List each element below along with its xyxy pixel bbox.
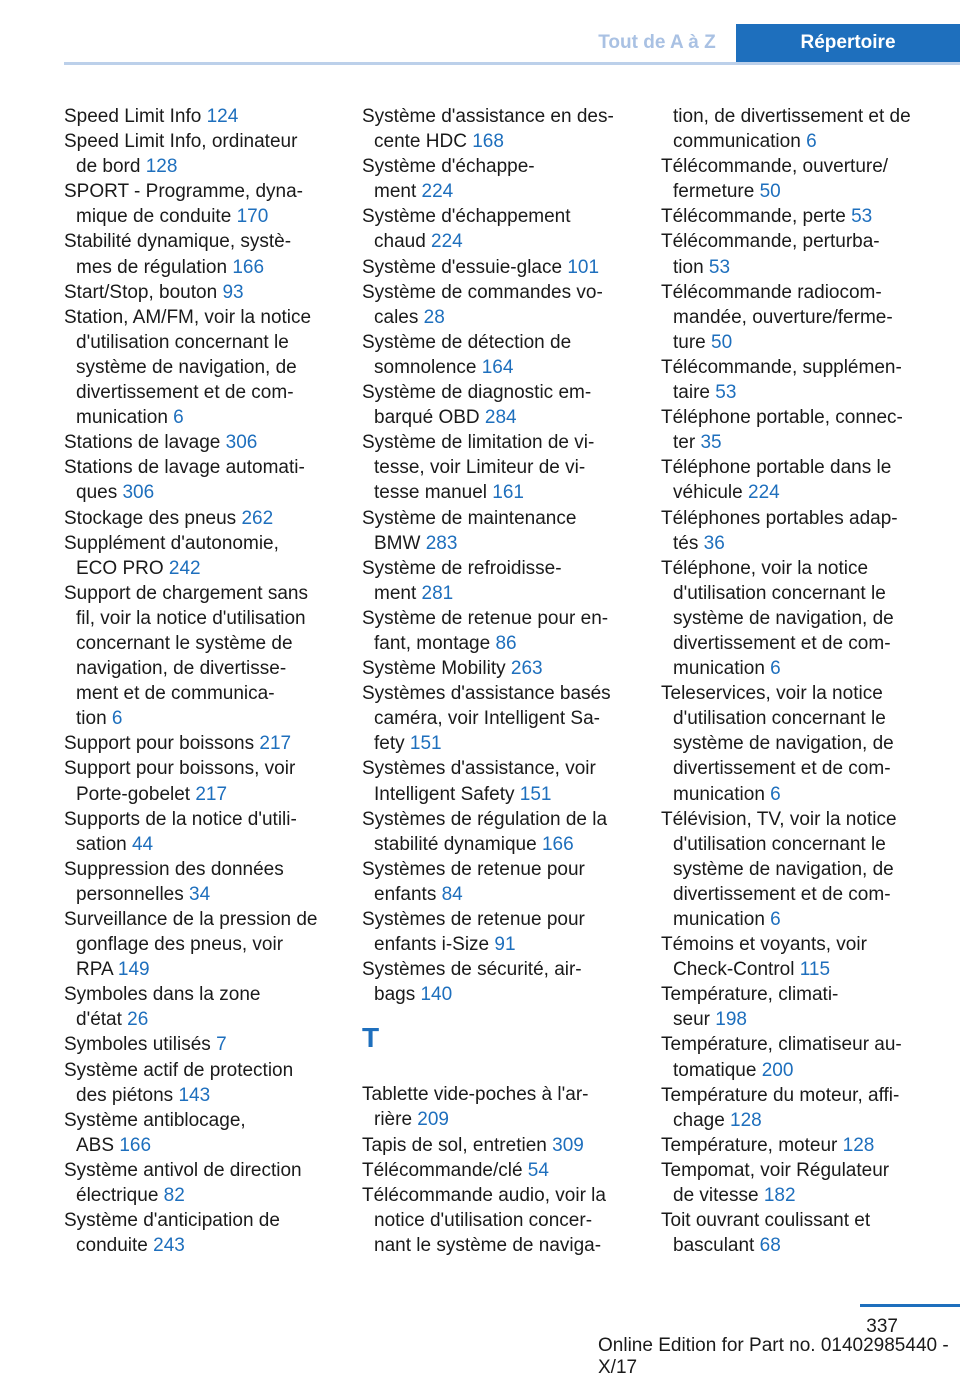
page-reference-link[interactable]: 6: [173, 407, 184, 429]
edition-note: Online Edition for Part no. 01402985440 - X/17: [598, 1335, 949, 1378]
index-entry: [64, 756, 336, 806]
index-entry-text: Supports de la notice d'utili- sation: [64, 808, 297, 855]
index-entry-text: Systèmes d'assistance, voir Intelligent Safety: [362, 758, 596, 805]
index-entry: [362, 556, 634, 606]
tab-repertoire[interactable]: Répertoire: [736, 24, 960, 62]
index-entry-text: Tablette vide-poches à l'ar- rière: [362, 1084, 589, 1131]
page-reference-link[interactable]: 224: [748, 482, 780, 504]
index-column-1: [64, 104, 336, 1258]
index-entry-text: Suppression des données personnelles: [64, 858, 284, 905]
index-entry-text: Télécommande audio, voir la notice d'utilisation concer- nant le système de naviga-: [362, 1184, 606, 1256]
page-number: 337: [866, 1316, 898, 1337]
page-reference-link[interactable]: 242: [168, 557, 201, 579]
page-reference-link[interactable]: 168: [472, 131, 504, 153]
index-entry: [64, 1058, 336, 1108]
index-entry: [661, 280, 951, 355]
index-entry: [64, 581, 336, 732]
index-entry-text: Supplément d'autonomie, ECO PRO: [64, 532, 279, 579]
index-entry-text: Système de diagnostic em- barqué OBD: [362, 382, 592, 429]
index-entry: [362, 430, 634, 505]
index-entry: [661, 1133, 951, 1158]
page-reference-link[interactable]: 7: [216, 1034, 227, 1056]
page-reference-link[interactable]: 217: [259, 733, 292, 755]
index-entry-text: Système de commandes vo- cales: [362, 281, 603, 328]
index-entry-text: Toit ouvrant coulissant et basculant: [661, 1210, 871, 1257]
index-entry-text: Télévision, TV, voir la notice d'utilisation concernant le système de navigation, de divertissement et de com- munication: [661, 808, 897, 930]
index-entry: [362, 380, 634, 430]
page-reference-link[interactable]: 161: [492, 482, 524, 504]
index-entry: [661, 355, 951, 405]
index-entry: [64, 731, 336, 756]
index-entry-text: Support pour boissons: [64, 733, 260, 755]
page-reference-link[interactable]: 209: [417, 1109, 449, 1131]
page-reference-link[interactable]: 91: [494, 934, 516, 956]
index-entry-text: Teleservices, voir la notice d'utilisation concernant le système de navigation, de divertissement et de com- munication: [661, 683, 894, 805]
page-reference-link[interactable]: 68: [759, 1235, 781, 1257]
footer-accent-line: [860, 1304, 960, 1307]
index-entry-text: Télécommande radiocom- mandée, ouverture/ferme- ture: [661, 281, 893, 353]
page-reference-link[interactable]: 151: [519, 783, 552, 805]
page-reference-link[interactable]: 86: [495, 632, 517, 654]
index-entry: [362, 606, 634, 656]
page-reference-link[interactable]: 170: [236, 206, 269, 228]
index-entry-text: Stations de lavage automati- ques: [64, 457, 305, 504]
index-entry: [64, 1208, 336, 1258]
page-reference-link[interactable]: 128: [730, 1109, 762, 1131]
index-entry: [362, 807, 634, 857]
page-reference-link[interactable]: 284: [484, 407, 517, 429]
index-entry: [64, 531, 336, 581]
page-reference-link[interactable]: 306: [225, 432, 258, 454]
page-reference-link[interactable]: 283: [425, 532, 458, 554]
index-entry: [64, 430, 336, 455]
index-entry-text: Température, climati- seur: [661, 984, 839, 1031]
index-entry-text: Symboles dans la zone d'état: [64, 984, 261, 1031]
index-entry: [362, 1082, 634, 1132]
index-entry-text: Système de refroidisse- ment: [362, 557, 562, 604]
index-entry: [661, 1158, 951, 1208]
index-entry-text: Stabilité dynamique, systè- mes de régulation: [64, 231, 292, 278]
index-entry: [64, 506, 336, 531]
index-entry-text: Système actif de protection des piétons: [64, 1059, 294, 1106]
page-reference-link[interactable]: 149: [117, 959, 150, 981]
index-entry-text: Système de maintenance BMW: [362, 507, 577, 554]
index-entry: [362, 1158, 634, 1183]
index-entry-text: Système antiblocage, ABS: [64, 1109, 246, 1156]
index-entry-text: Température, moteur: [661, 1134, 843, 1156]
page-reference-link[interactable]: 115: [799, 959, 831, 981]
index-entry-text: Système d'essuie-glace: [362, 256, 568, 278]
page-reference-link[interactable]: 54: [527, 1159, 549, 1181]
index-entry-text: Station, AM/FM, voir la notice d'utilisation concernant le système de navigation, de divertissement et de com- munication: [64, 306, 312, 429]
page-reference-link[interactable]: 84: [441, 883, 463, 905]
index-entry: [661, 807, 951, 932]
index-entry-text: Systèmes d'assistance basés caméra, voir Intelligent Sa- fety: [362, 683, 611, 755]
index-entry: [64, 129, 336, 179]
index-entry: [362, 255, 634, 280]
index-entry: [661, 104, 951, 154]
index-entry-text: Surveillance de la pression de gonflage des pneus, voir RPA: [64, 909, 318, 981]
page-reference-link[interactable]: 243: [153, 1235, 185, 1257]
index-entry-text: Système d'échappe- ment: [362, 156, 535, 203]
index-entry-text: Télécommande, ouverture/ fermeture: [661, 156, 889, 203]
page-reference-link[interactable]: 166: [541, 833, 574, 855]
tab-tout-de-a-a-z[interactable]: Tout de A à Z: [598, 32, 716, 53]
header-divider: [64, 62, 960, 65]
index-entry: [64, 857, 336, 907]
index-entry-text: tion, de divertissement et de communication: [673, 106, 911, 153]
index-entry: [64, 305, 336, 430]
index-entry-text: Téléphone portable, connec- ter: [661, 407, 903, 454]
index-entry: [661, 982, 951, 1032]
page-reference-link[interactable]: 151: [409, 733, 442, 755]
index-entry-text: Systèmes de sécurité, air- bags: [362, 959, 582, 1006]
index-entry-text: Symboles utilisés: [64, 1034, 217, 1056]
index-entry: [661, 1032, 951, 1082]
index-entry: [661, 932, 951, 982]
page-reference-link[interactable]: 50: [759, 181, 781, 203]
index-entry-text: Température du moteur, affi- chage: [661, 1084, 900, 1131]
index-entry-text: Système d'échappement chaud: [362, 206, 571, 253]
index-entry-text: Systèmes de retenue pour enfants i-Size: [362, 909, 585, 956]
page-reference-link[interactable]: 101: [567, 256, 600, 278]
index-entry-text: Tempomat, voir Régulateur de vitesse: [661, 1159, 890, 1207]
index-entry-text: Support de chargement sans fil, voir la notice d'utilisation concernant le système de navigation, de divertisse- ment et de communica- tion: [64, 582, 308, 730]
index-entry: [64, 907, 336, 982]
index-entry-text: Stations de lavage: [64, 432, 226, 454]
index-entry: [64, 807, 336, 857]
index-entry: [64, 1158, 336, 1208]
index-entry: [64, 280, 336, 305]
index-entry-text: Téléphones portables adap- tés: [661, 507, 898, 554]
page-reference-link[interactable]: 6: [111, 708, 123, 730]
page-reference-link[interactable]: 6: [770, 909, 781, 930]
index-entry-text: Système de retenue pour en- fant, montage: [362, 607, 609, 654]
index-entry: [362, 957, 634, 1007]
page-reference-link[interactable]: 281: [421, 582, 454, 604]
index-entry-text: Température, climatiseur au- tomatique: [661, 1034, 902, 1081]
page-reference-link[interactable]: 224: [431, 231, 463, 253]
index-entry-text: Système d'anticipation de conduite: [64, 1210, 280, 1257]
page-reference-link[interactable]: 309: [552, 1134, 584, 1156]
index-entry: [362, 656, 634, 681]
index-entry: [362, 204, 634, 254]
page-reference-link[interactable]: 263: [510, 658, 543, 680]
page-reference-link[interactable]: 36: [703, 532, 725, 554]
page-reference-link[interactable]: 6: [806, 131, 817, 153]
page-reference-link[interactable]: 128: [145, 156, 178, 178]
page-reference-link[interactable]: 28: [423, 306, 445, 328]
page-reference-link[interactable]: 53: [715, 382, 737, 404]
index-entry-text: Télécommande, perte: [661, 206, 852, 228]
index-entry-text: Tapis de sol, entretien: [362, 1134, 553, 1156]
index-entry: [64, 229, 336, 279]
index-entry-text: Télécommande, supplémen- taire: [661, 356, 902, 404]
index-entry: [362, 154, 634, 204]
page-reference-link[interactable]: 44: [131, 833, 154, 855]
index-entry-text: Témoins et voyants, voir Check-Control: [661, 934, 867, 981]
page-reference-link[interactable]: 143: [178, 1084, 211, 1106]
index-entry: [661, 154, 951, 204]
index-entry: [64, 982, 336, 1032]
page-reference-link[interactable]: 82: [163, 1185, 185, 1207]
index-entry-text: Système de limitation de vi- tesse, voir Limiteur de vi- tesse manuel: [362, 432, 595, 504]
index-entry: [362, 907, 634, 957]
page-reference-link[interactable]: 182: [763, 1185, 796, 1207]
index-entry-text: SPORT - Programme, dyna- mique de conduite: [64, 181, 303, 228]
page-reference-link[interactable]: 6: [770, 783, 781, 805]
index-entry: [362, 857, 634, 907]
index-entry: [661, 405, 951, 455]
page-reference-link[interactable]: 128: [842, 1134, 875, 1156]
index-entry: [64, 104, 336, 129]
index-entry-text: Speed Limit Info: [64, 106, 207, 127]
page-reference-link[interactable]: 53: [851, 206, 873, 228]
page-reference-link[interactable]: 224: [421, 181, 454, 203]
page-reference-link[interactable]: 6: [770, 658, 781, 680]
page-reference-link[interactable]: 93: [222, 281, 244, 303]
index-entry-text: Télécommande, perturba- tion: [661, 231, 880, 278]
index-entry-text: Téléphone portable dans le véhicule: [661, 457, 892, 504]
page-reference-link[interactable]: 306: [122, 482, 155, 504]
index-entry-text: Télécommande/clé: [362, 1159, 528, 1181]
index-entry-text: Système Mobility: [362, 658, 511, 680]
index-entry: [661, 455, 951, 505]
index-entry-text: Start/Stop, bouton: [64, 281, 223, 303]
index-entry: [362, 280, 634, 330]
page-reference-link[interactable]: 166: [119, 1134, 152, 1156]
page-reference-link[interactable]: 164: [481, 356, 514, 378]
index-entry: [362, 506, 634, 556]
index-entry: [661, 556, 951, 681]
page-reference-link[interactable]: 166: [232, 256, 265, 278]
page-reference-link[interactable]: 262: [241, 507, 274, 529]
index-entry: [362, 1133, 634, 1158]
page-reference-link[interactable]: 26: [127, 1009, 149, 1031]
index-entry: [661, 1208, 951, 1258]
index-entry: [362, 330, 634, 380]
page-reference-link[interactable]: 53: [708, 256, 731, 278]
index-entry: [661, 229, 951, 279]
index-entry: [362, 1183, 634, 1258]
index-entry-text: Speed Limit Info, ordinateur de bord: [64, 131, 298, 178]
page-reference-link[interactable]: 34: [189, 883, 211, 905]
page-reference-link[interactable]: 124: [206, 106, 239, 127]
index-entry: [661, 506, 951, 556]
index-entry-text: Téléphone, voir la notice d'utilisation concernant le système de navigation, de divertissement et de com- munication: [661, 557, 894, 680]
index-entry: [661, 681, 951, 806]
page-reference-link[interactable]: 50: [711, 331, 733, 353]
index-entry: [64, 1032, 336, 1057]
page-reference-link[interactable]: 140: [420, 984, 453, 1006]
index-entry-text: Support pour boissons, voir Porte-gobelet: [64, 758, 296, 805]
index-entry-text: Systèmes de régulation de la stabilité dynamique: [362, 808, 608, 855]
page-reference-link[interactable]: 200: [761, 1059, 794, 1081]
index-column-2: [362, 104, 634, 1258]
index-entry-text: Système de détection de somnolence: [362, 331, 572, 378]
index-entry: [362, 756, 634, 806]
index-entry-text: Système d'assistance en des- cente HDC: [362, 106, 614, 153]
index-entry: [64, 1108, 336, 1158]
index-column-3: [661, 104, 951, 1258]
index-entry-text: Systèmes de retenue pour enfants: [362, 858, 585, 905]
index-entry: [661, 204, 951, 229]
index-entry: [64, 179, 336, 229]
index-entry-text: Stockage des pneus: [64, 507, 242, 529]
page-reference-link[interactable]: 198: [715, 1009, 747, 1031]
index-entry: [362, 104, 634, 154]
index-entry: [661, 1083, 951, 1133]
index-entry: [64, 455, 336, 505]
page-reference-link[interactable]: 217: [195, 783, 228, 805]
page-reference-link[interactable]: 35: [700, 432, 722, 454]
index-entry: [362, 681, 634, 756]
index-entry-text: Système antivol de direction électrique: [64, 1159, 302, 1207]
section-letter-heading: T: [362, 1022, 380, 1054]
